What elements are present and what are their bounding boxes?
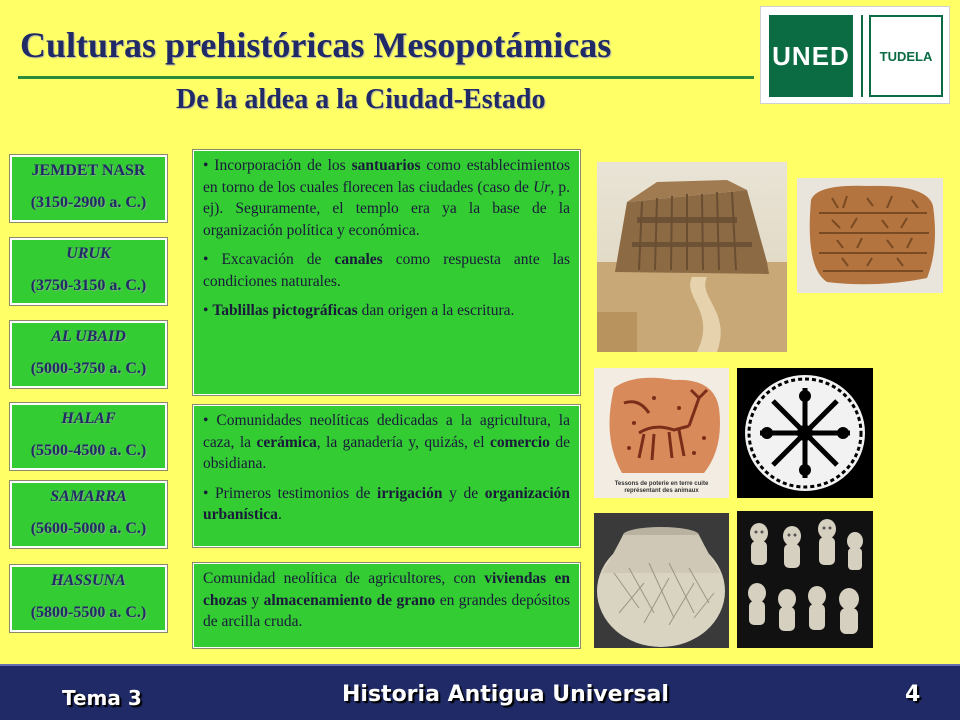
- period-jemdet-nasr: [10, 155, 167, 222]
- period-uruk: [10, 238, 167, 305]
- halaf-painted-plate-photo: [737, 368, 873, 498]
- period-al-ubaid: [10, 321, 167, 388]
- period-halaf: [10, 403, 167, 470]
- description-box-hassuna: [193, 563, 580, 648]
- bullet-irrigacion: • Primeros testimonios de irrigación y de organización urbanística.: [203, 484, 570, 523]
- tudela-logo-text: TUDELA: [869, 15, 943, 97]
- period-name: HALAF: [61, 410, 116, 427]
- pottery-sherd-animals-photo: [594, 368, 729, 498]
- slide-subtitle: De la aldea a la Ciudad-Estado: [176, 84, 546, 115]
- period-dates: (5600-5000 a. C.): [30, 520, 147, 537]
- slide-title: Culturas prehistóricas Mesopotámicas: [20, 25, 612, 65]
- period-name: SAMARRA: [50, 488, 127, 505]
- period-dates: (5500-4500 a. C.): [30, 442, 147, 459]
- bullet-canales: • Excavación de canales como respuesta ante las condiciones naturales.: [203, 251, 571, 290]
- footer-page-number: 4: [905, 682, 921, 707]
- description-box-halaf-samarra: [193, 405, 580, 547]
- footer-course-title: Historia Antigua Universal: [342, 682, 669, 707]
- period-name: URUK: [66, 245, 111, 262]
- ziggurat-photo: [597, 162, 787, 352]
- slide-footer: [0, 664, 960, 720]
- cuneiform-tablet-photo: [797, 178, 943, 293]
- pottery-caption: Tessons de poterie en terre cuite représentant des animaux: [614, 481, 709, 494]
- clay-figurines-photo: [737, 511, 873, 648]
- clay-jar-photo: [594, 513, 729, 648]
- period-dates: (3750-3150 a. C.): [30, 277, 147, 294]
- bullet-comunidades: • Comunidades neolíticas dedicadas a la agricultura, la caza, la cerámica, la ganadería y, quizás, el comercio de obsidiana.: [203, 412, 570, 472]
- description-box-uruk-jemdet: [193, 150, 580, 395]
- title-underline: [18, 76, 754, 79]
- period-name: JEMDET NASR: [31, 162, 146, 179]
- period-hassuna: [10, 565, 167, 632]
- period-dates: (5800-5500 a. C.): [30, 604, 147, 621]
- uned-tudela-logo: [760, 6, 950, 104]
- footer-topic: Tema 3: [62, 686, 142, 710]
- hassuna-text: Comunidad neolítica de agricultores, con viviendas en chozas y almacenamiento de grano en grandes depósitos de arcilla cruda.: [203, 570, 571, 630]
- period-name: HASSUNA: [51, 572, 126, 589]
- period-samarra: [10, 481, 167, 548]
- period-dates: (3150-2900 a. C.): [30, 194, 147, 211]
- period-name: AL UBAID: [51, 328, 126, 345]
- bullet-santuarios: • Incorporación de los santuarios como establecimientos en torno de los cuales florecen las ciudades (caso de Ur, p. ej). Seguramente, el templo era ya la base de la organización política y económica.: [203, 157, 571, 239]
- logo-divider: [861, 15, 863, 97]
- bullet-tablillas: • Tablillas pictográficas dan origen a la escritura.: [203, 302, 515, 319]
- uned-logo-mark: UNED: [769, 15, 853, 97]
- period-dates: (5000-3750 a. C.): [30, 360, 147, 377]
